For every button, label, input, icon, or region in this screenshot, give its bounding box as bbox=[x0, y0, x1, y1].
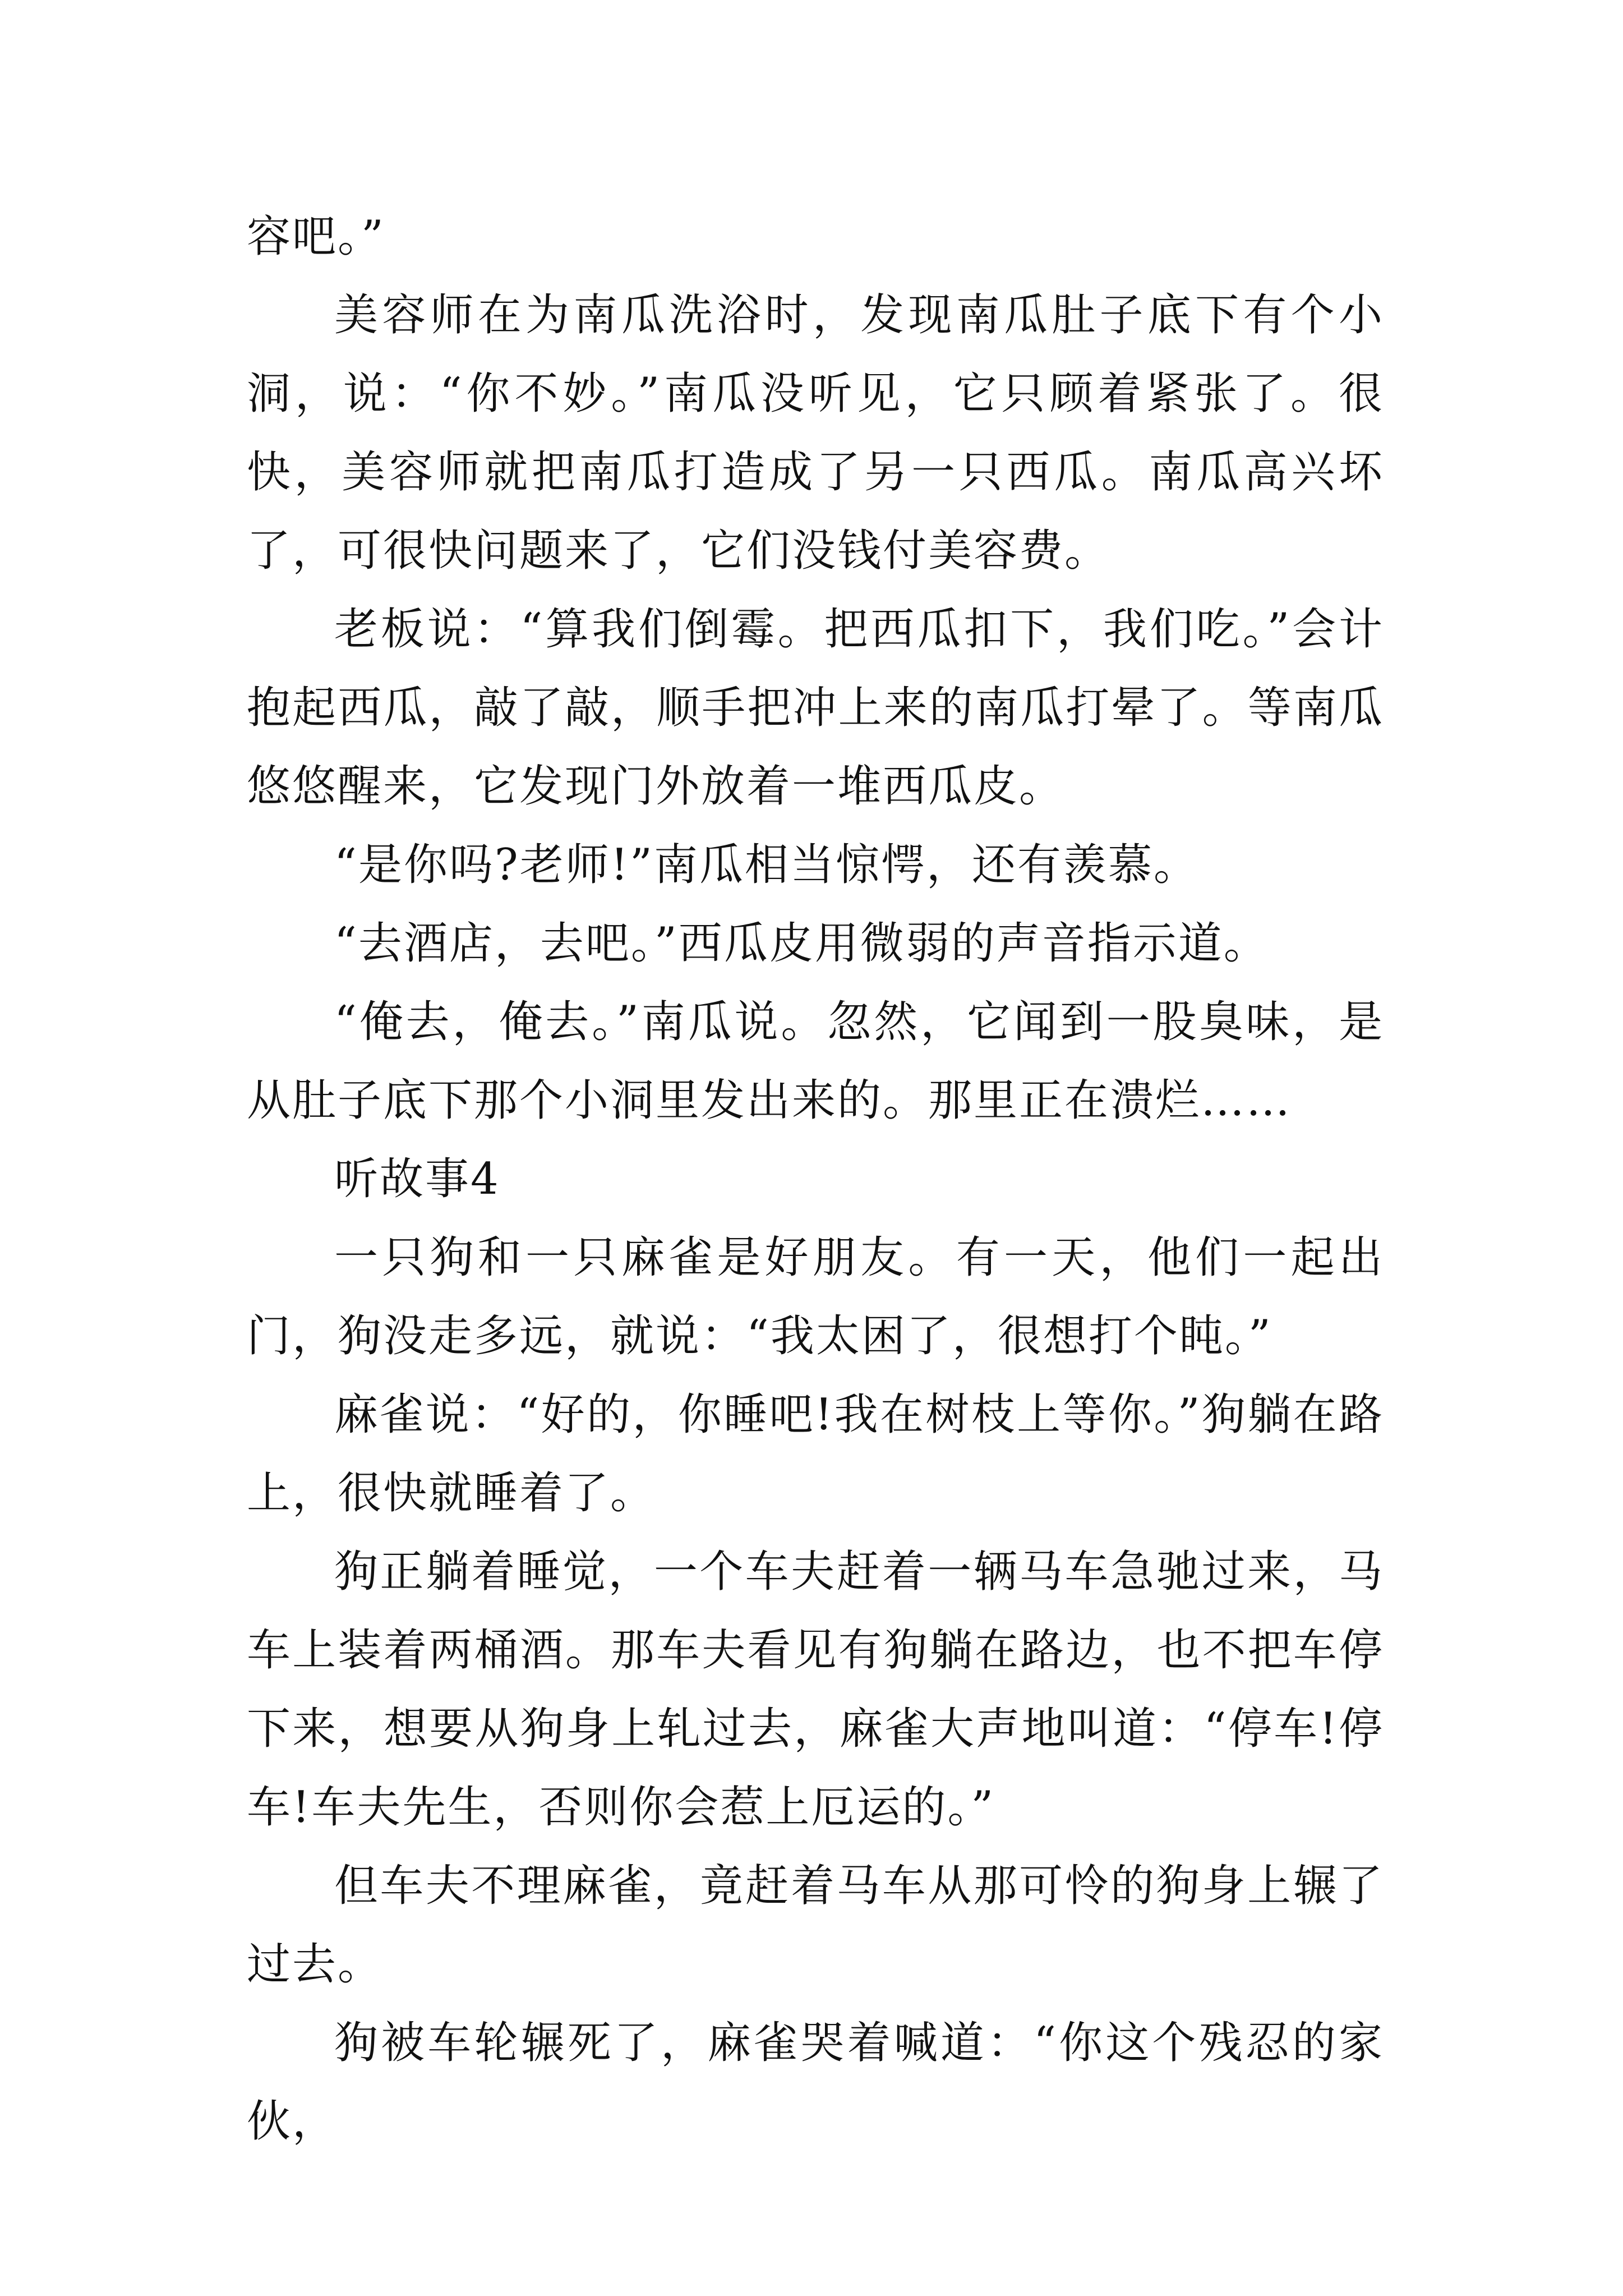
paragraph-3: 老板说：“算我们倒霉。把西瓜扣下，我们吃。”会计抱起西瓜，敲了敲，顺手把冲上来的南瓜打晕了。等南瓜悠悠醒来，它发现门外放着一堆西瓜皮。 bbox=[247, 604, 1384, 812]
paragraph-11: 狗被车轮辗死了，麻雀哭着喊道：“你这个残忍的家伙， bbox=[247, 2018, 1384, 2147]
paragraph-9: 狗正躺着睡觉，一个车夫赶着一辆马车急驰过来，马车上装着两桶酒。那车夫看见有狗躺在路边，也不把车停下来，想要从狗身上轧过去，麻雀大声地叫道：“停车!停车!车夫先生，否则你会惹上厄运的。” bbox=[247, 1547, 1384, 1833]
paragraph-10: 但车夫不理麻雀，竟赶着马车从那可怜的狗身上辗了过去。 bbox=[247, 1861, 1384, 1990]
paragraph-2: 美容师在为南瓜洗浴时，发现南瓜肚子底下有个小洞，说：“你不妙。”南瓜没听见，它只顾着紧张了。很快，美容师就把南瓜打造成了另一只西瓜。南瓜高兴坏了，可很快问题来了，它们没钱付美容费。 bbox=[247, 290, 1384, 576]
paragraph-6: “俺去，俺去。”南瓜说。忽然，它闻到一股臭味，是从肚子底下那个小洞里发出来的。那里正在溃烂…… bbox=[247, 997, 1384, 1126]
section-heading: 听故事4 bbox=[334, 1154, 500, 1204]
paragraph-8: 麻雀说：“好的，你睡吧!我在树枝上等你。”狗躺在路上，很快就睡着了。 bbox=[247, 1389, 1384, 1519]
paragraph-5: “去酒店，去吧。”西瓜皮用微弱的声音指示道。 bbox=[334, 918, 1269, 969]
paragraph-4: “是你吗?老师!”南瓜相当惊愕，还有羡慕。 bbox=[334, 840, 1199, 890]
paragraph-7: 一只狗和一只麻雀是好朋友。有一天，他们一起出门，狗没走多远，就说：“我太困了，很想打个盹。” bbox=[247, 1232, 1384, 1361]
paragraph-1: 容吧。” bbox=[247, 211, 385, 262]
document-body bbox=[247, 197, 1384, 2161]
